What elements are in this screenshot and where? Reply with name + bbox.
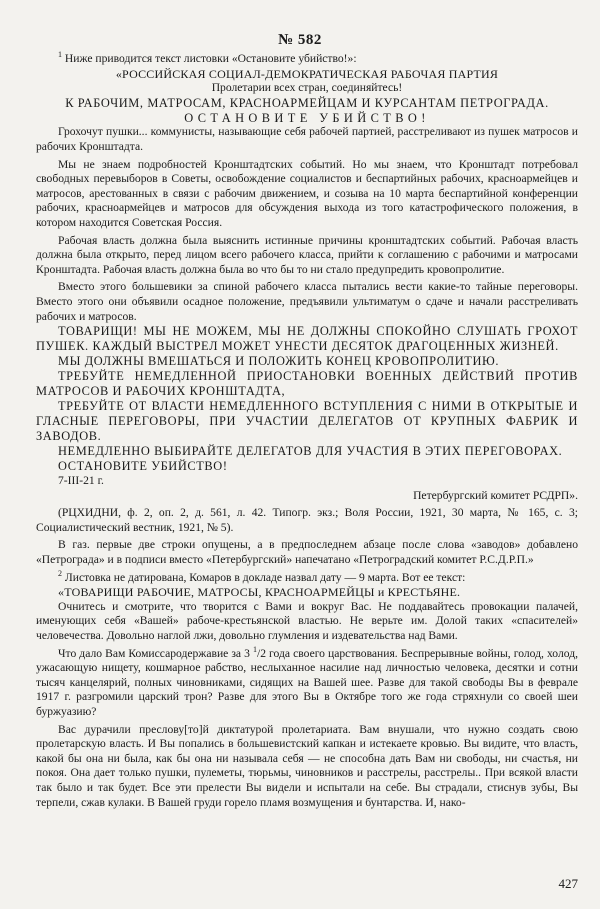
leaflet-2-headline: «ТОВАРИЩИ РАБОЧИЕ, МАТРОСЫ, КРАСНОАРМЕЙЦЫ и КРЕСТЬЯНЕ. (58, 585, 461, 600)
leaflet-closing: ОСТАНОВИТЕ УБИЙСТВО! (58, 459, 228, 474)
leaflet-appeal: ТРЕБУЙТЕ ОТ ВЛАСТИ НЕМЕДЛЕННОГО ВСТУПЛЕНИЯ С НИМИ В ОТКРЫТЫЕ И ГЛАСНЫЕ ПЕРЕГОВОРЫ, ПРИ УЧАСТИИ ДЕЛЕГАТОВ ОТ КРУПНЫХ ФАБРИК И ЗАВОДОВ. (36, 399, 578, 444)
leaflet-2-paragraph: Вас дурачили преслову[то]й диктатурой пролетариата. Вам внушали, что нужно создать свою пролетарскую власть. И Вы попались в большевистский капкан и истекаете кровью. Вы видите, что власть, какой бы она ни была, как бы она ни называла себя — не способна дать Вам ни свободы, ни счастья, ни покоя. Она дает только пушки, пулеметы, тюрьмы, чиновников и расстрелы, расстрелы.. При всякой власти так было и так будет. Все эти прелести Вы видели и испытали на себе. Вы страдали, стиснув зубы, Вы терпели, сжав кулаки. В Вашей груди горело пламя возмущения и бунтарства. И, нако- (36, 722, 578, 809)
leaflet-signature: Петербургский комитет РСДРП». (413, 488, 578, 502)
leaflet-appeal: ТРЕБУЙТЕ НЕМЕДЛЕННОЙ ПРИОСТАНОВКИ ВОЕННЫХ ДЕЙСТВИЙ ПРОТИВ МАТРОСОВ И РАБОЧИХ КРОНШТАДТА, (36, 369, 578, 399)
document-number: № 582 (278, 32, 322, 48)
leaflet-2-paragraph (36, 644, 578, 720)
archival-source: (РЦХИДНИ, ф. 2, оп. 2, д. 561, л. 42. Типогр. экз.; Воля России, 1921, 30 марта, № 165, с. 3; Социалистический вестник, 1921, № 5). (36, 506, 578, 534)
leaflet-appeal: МЫ ДОЛЖНЫ ВМЕШАТЬСЯ И ПОЛОЖИТЬ КОНЕЦ КРОВОПРОЛИТИЮ. (58, 354, 500, 369)
party-slogan: Пролетарии всех стран, соединяйтесь! (211, 81, 403, 95)
footnote-marker-1: 1 (58, 50, 62, 60)
note-1-intro-text: Ниже приводится текст листовки «Остановите убийство!»: (64, 52, 357, 65)
party-name: «РОССИЙСКАЯ СОЦИАЛ-ДЕМОКРАТИЧЕСКАЯ РАБОЧАЯ ПАРТИЯ (115, 66, 499, 81)
leaflet-appeal: НЕМЕДЛЕННО ВЫБИРАЙТЕ ДЕЛЕГАТОВ ДЛЯ УЧАСТИЯ В ЭТИХ ПЕРЕГОВОРАХ. (58, 444, 563, 459)
leaflet-2-p2-start: Что дало Вам Комиссародержавие за 3 (58, 646, 253, 660)
leaflet-date: 7-III-21 г. (58, 474, 104, 488)
leaflet-paragraph: Грохочут пушки... коммунисты, называющие себя рабочей партией, расстреливают из пушек матросов и рабочих Кронштадта. (36, 125, 578, 153)
leaflet-headline: ОСТАНОВИТЕ УБИЙСТВО! (184, 110, 430, 125)
leaflet-address: К РАБОЧИМ, МАТРОСАМ, КРАСНОАРМЕЙЦАМ И КУРСАНТАМ ПЕТРОГРАДА. (65, 95, 549, 110)
note-1-intro (36, 52, 578, 67)
leaflet-2-paragraph: Очнитесь и смотрите, что творится с Вами и вокруг Вас. Не поддавайтесь провокации палачей, именующих себя «Вашей» рабоче-крестьянской властью. Не верьте им. Долой таких «спасителей» человечества. Довольно наглой лжи, довольно глумления и издевательства над Вами. (36, 599, 578, 643)
note-2-intro-text: Листовка не датирована, Комаров в докладе назвал дату — 9 марта. Вот ее текст: (64, 570, 466, 584)
leaflet-paragraph: Вместо этого большевики за спиной рабочего класса пытались вести какие-то тайные переговоры. Вместо этого они объявили осадное положение, предъявили ультиматум о сдаче и начали расстреливать рабочих и матросов. (36, 280, 578, 323)
leaflet-2-p2-rest: /2 года своего царствования. Беспрерывные войны, голод, холод, ужасающую нищету, кошмарное рабство, неслыханное насилие над личностью человека, десятки и сотни тысяч канцелярий, полных чиновниками, сидящих на Вашей шее. Разве для такой свободы Вы в феврале 1917 г. разгромили царский трон? Разве для этого Вы в Октябре того же года стряхнули со своей шеи буржуазию? (36, 646, 578, 718)
note-2-intro (36, 568, 578, 586)
footnote-marker-2: 2 (58, 568, 62, 578)
leaflet-paragraph: Мы не знаем подробностей Кронштадтских событий. Но мы знаем, что Кронштадт потребовал свободных перевыборов в Советы, освобождение социалистов и беспартийных рабочих, красноармейцев и матросов, арестованных в связи с рабочим движением, и созыва на 10 марта беспартийной конференции рабочих, красноармейцев и матросов для обсуждения выхода из того катастрофического положения, в котором находится Советская Россия. (36, 157, 578, 229)
fraction-superscript: 1 (252, 644, 257, 654)
leaflet-paragraph: Рабочая власть должна была выяснить истинные причины кронштадтских событий. Рабочая власть должна была открыто, перед лицом всего рабочего класса, прийти к соглашению с рабочими и матросами Кронштадта. Рабочая власть должна была во что бы то ни стало предупредить кровопролитие. (36, 233, 578, 276)
page-number: 427 (558, 876, 578, 891)
editorial-remark: В газ. первые две строки опущены, а в предпоследнем абзаце после слова «заводов» добавлено «Петрограда» и в подписи вместо «Петербургский» напечатано «Петроградский комитет Р.С.Д.Р.П.» (36, 538, 578, 567)
page-body (36, 52, 578, 810)
leaflet-appeal: ТОВАРИЩИ! МЫ НЕ МОЖЕМ, МЫ НЕ ДОЛЖНЫ СПОКОЙНО СЛУШАТЬ ГРОХОТ ПУШЕК. КАЖДЫЙ ВЫСТРЕЛ МОЖЕТ УНЕСТИ ДЕСЯТОК ДРАГОЦЕННЫХ ЖИЗНЕЙ. (36, 324, 578, 354)
